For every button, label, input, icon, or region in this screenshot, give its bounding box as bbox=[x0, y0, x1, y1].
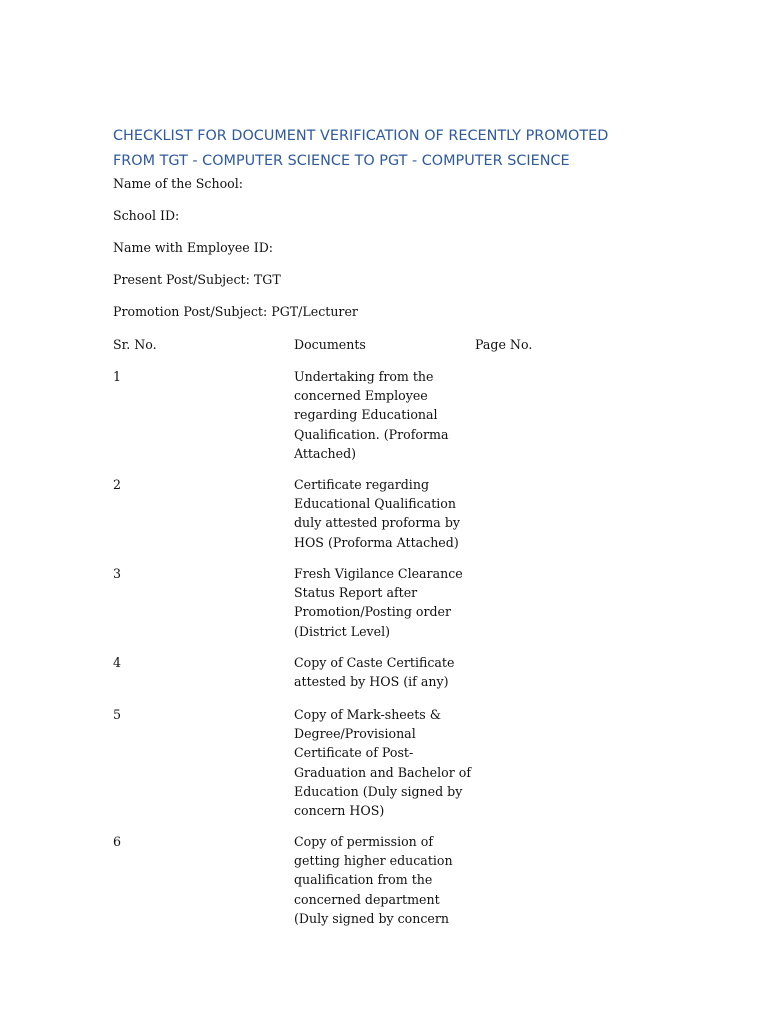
document-line: Status Report after bbox=[294, 585, 418, 601]
document-line: Certificate of Post- bbox=[294, 745, 414, 761]
document-line: Educational Qualification bbox=[294, 496, 456, 512]
document-line: (Duly signed by concern bbox=[294, 910, 450, 926]
header-documents: Documents bbox=[294, 337, 366, 352]
row-document bbox=[294, 564, 464, 641]
header-sr-no: Sr. No. bbox=[113, 337, 157, 352]
row-sr-no: 6 bbox=[113, 834, 122, 849]
document-line: qualification from the bbox=[294, 872, 433, 888]
document-line: HOS (Proforma Attached) bbox=[294, 534, 459, 550]
document-line: Graduation and Bachelor of bbox=[294, 764, 471, 780]
document-line: Education (Duly signed by bbox=[294, 783, 463, 799]
document-line: Fresh Vigilance Clearance bbox=[294, 566, 463, 581]
row-document bbox=[294, 832, 464, 928]
document-title bbox=[113, 124, 673, 174]
title-line-1: CHECKLIST FOR DOCUMENT VERIFICATION OF RECENTLY PROMOTED bbox=[113, 128, 609, 144]
document-line: Promotion/Posting order bbox=[294, 604, 452, 620]
row-sr-no: 2 bbox=[113, 477, 122, 492]
document-line: Copy of permission of bbox=[294, 834, 434, 849]
row-document bbox=[294, 653, 464, 691]
row-sr-no: 1 bbox=[113, 369, 122, 384]
document-line: regarding Educational bbox=[294, 407, 438, 423]
row-sr-no: 5 bbox=[113, 707, 122, 722]
document-line: Attached) bbox=[294, 445, 357, 461]
document-line: (District Level) bbox=[294, 623, 391, 639]
document-line: Degree/Provisional bbox=[294, 726, 416, 742]
header-page-no: Page No. bbox=[475, 337, 533, 352]
document-line: Qualification. (Proforma bbox=[294, 426, 449, 442]
school-id-field: School ID: bbox=[113, 208, 180, 223]
row-document bbox=[294, 367, 464, 463]
document-line: Certificate regarding bbox=[294, 477, 430, 492]
document-line: concerned Employee bbox=[294, 388, 428, 404]
promotion-post-field: Promotion Post/Subject: PGT/Lecturer bbox=[113, 304, 358, 319]
document-line: getting higher education bbox=[294, 853, 453, 869]
title-line-2: FROM TGT - COMPUTER SCIENCE TO PGT - COMPUTER SCIENCE bbox=[113, 153, 570, 169]
school-name-field: Name of the School: bbox=[113, 176, 244, 191]
document-line: Copy of Caste Certificate bbox=[294, 655, 455, 670]
document-line: duly attested proforma by bbox=[294, 515, 461, 531]
row-sr-no: 3 bbox=[113, 566, 122, 581]
document-line: attested by HOS (if any) bbox=[294, 674, 449, 690]
row-document bbox=[294, 475, 464, 552]
employee-field: Name with Employee ID: bbox=[113, 240, 274, 255]
document-line: concern HOS) bbox=[294, 803, 385, 819]
row-document bbox=[294, 705, 471, 820]
document-line: Undertaking from the bbox=[294, 369, 434, 384]
row-sr-no: 4 bbox=[113, 655, 122, 670]
document-line: Copy of Mark-sheets & bbox=[294, 707, 441, 722]
present-post-field: Present Post/Subject: TGT bbox=[113, 272, 281, 287]
document-line: concerned department bbox=[294, 891, 440, 907]
